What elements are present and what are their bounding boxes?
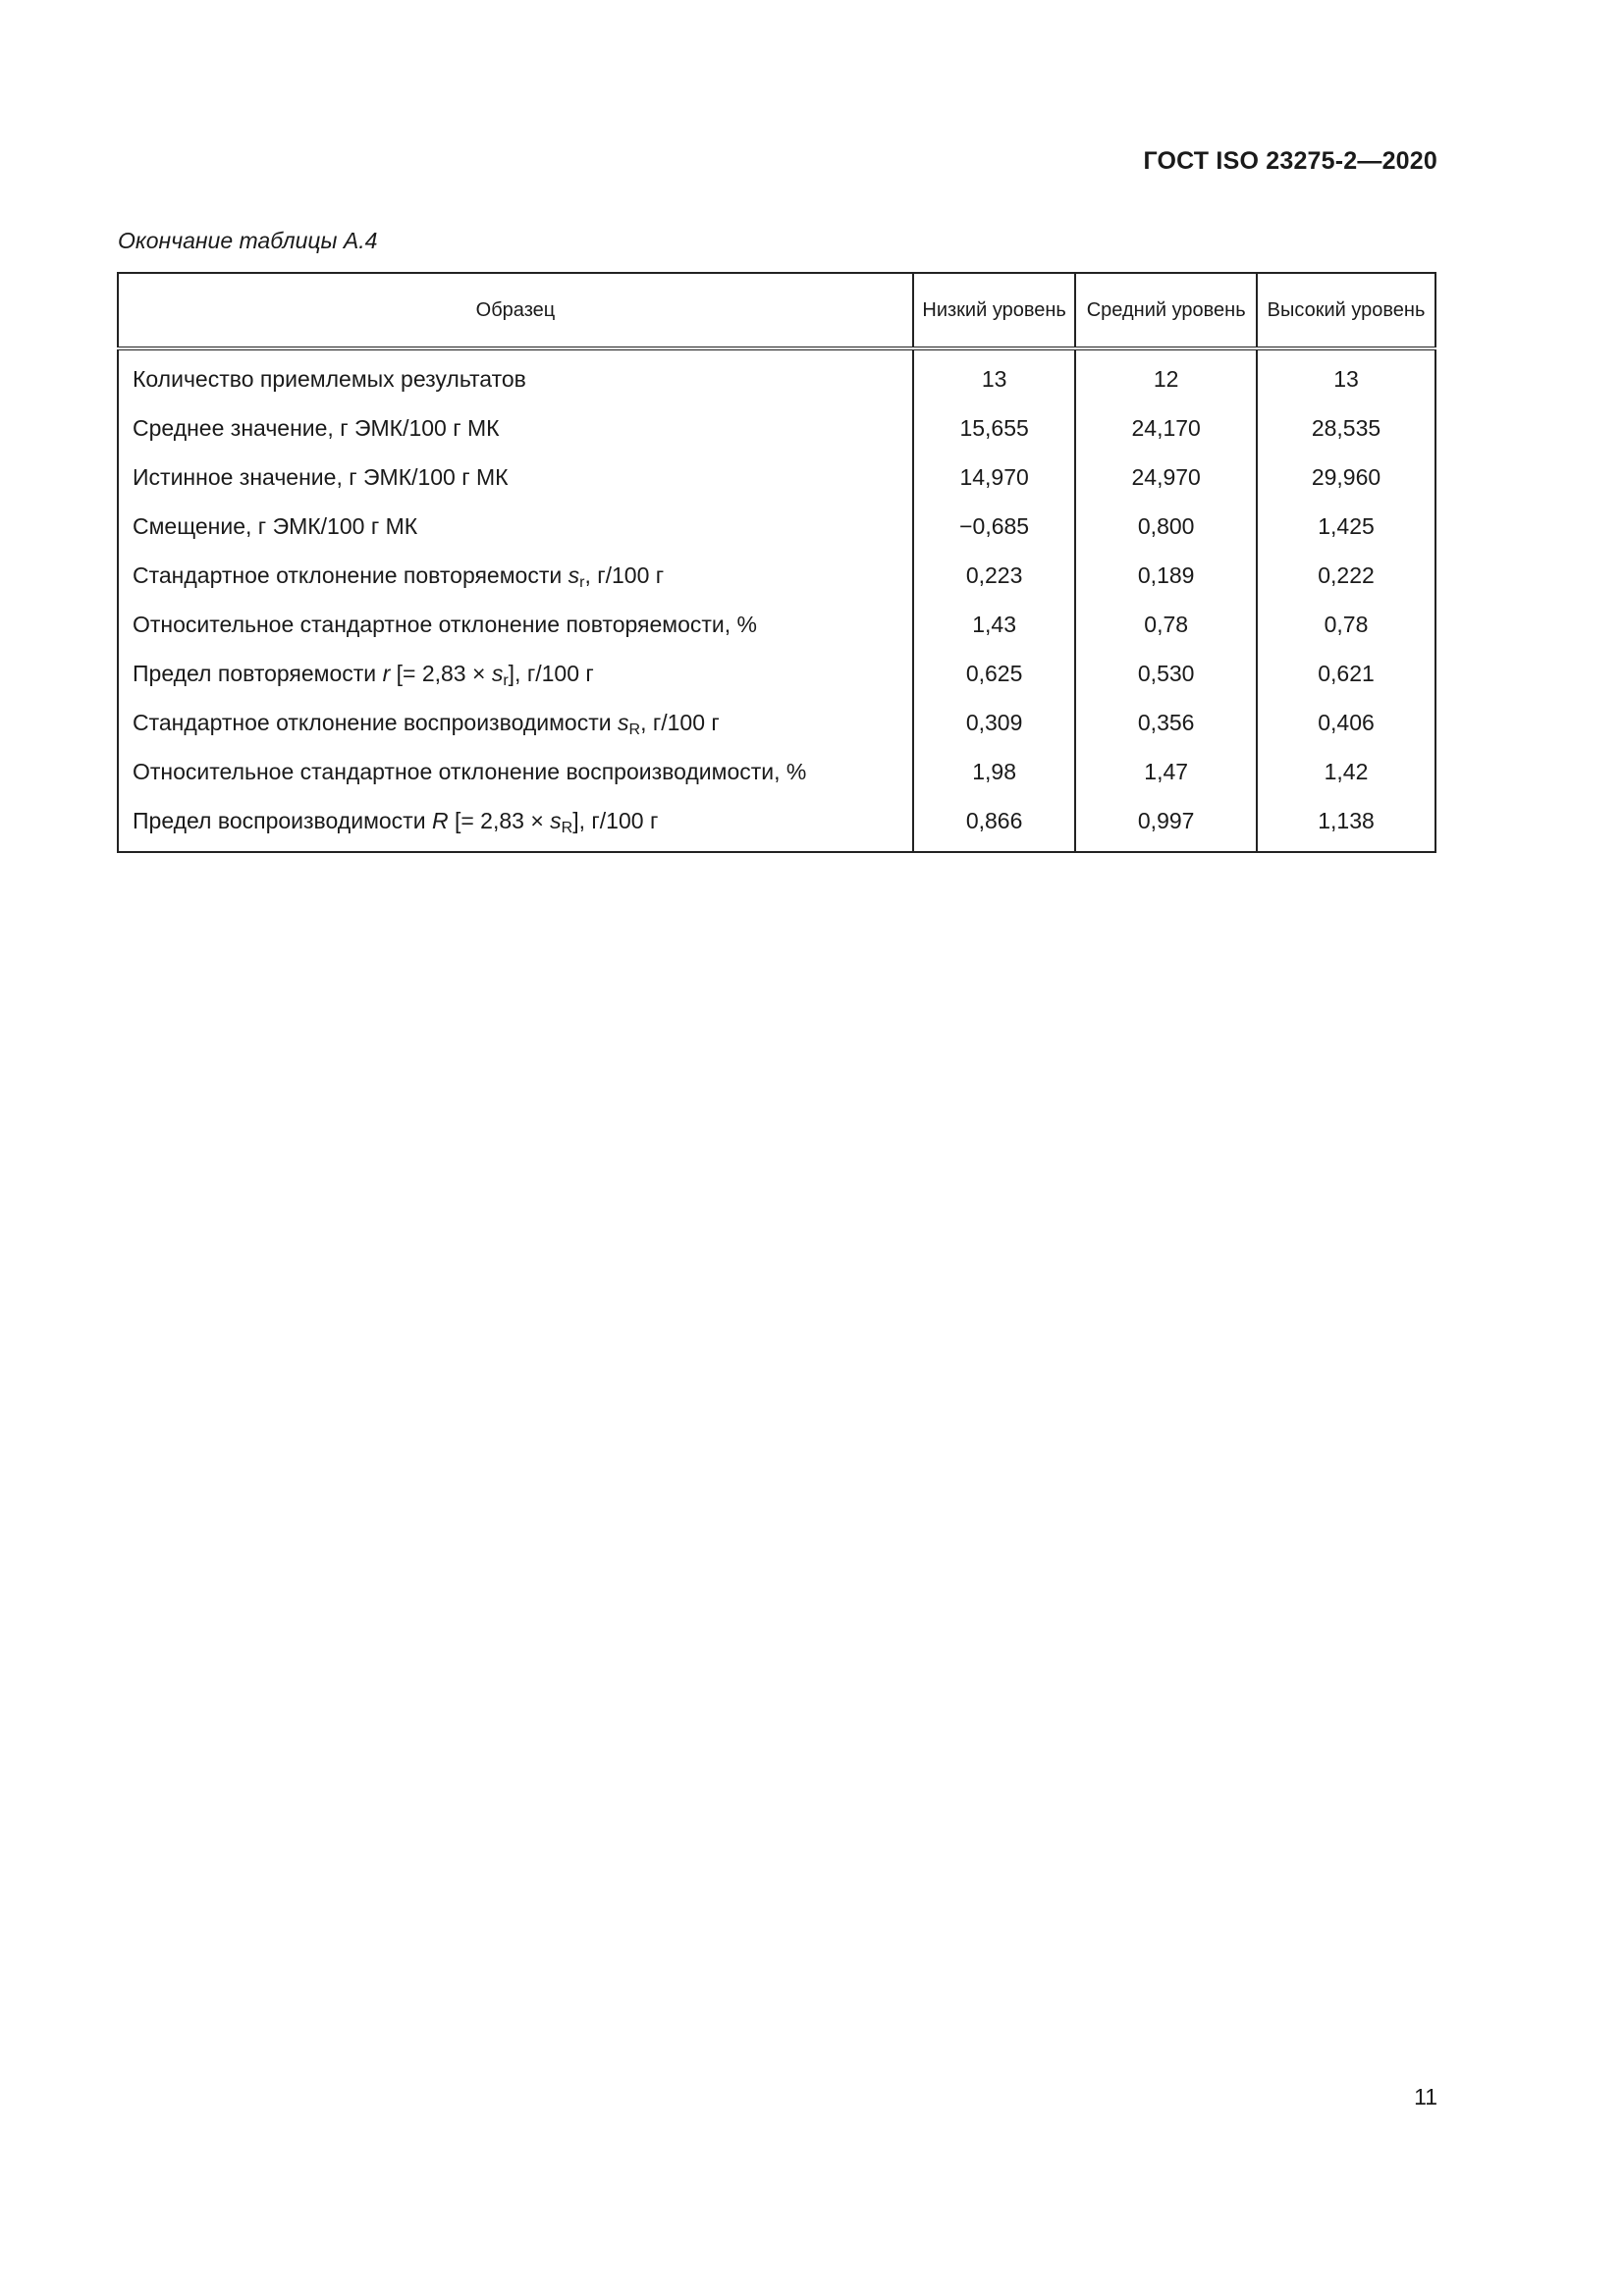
table-row (118, 796, 1435, 852)
table-row (118, 698, 1435, 747)
page-number: 11 (1414, 2084, 1437, 2109)
cell-low-level: 0,625 (913, 649, 1075, 698)
row-label: Относительное стандартное отклонение воспроизводимости, % (133, 758, 807, 784)
cell-high-level: 28,535 (1257, 403, 1435, 453)
cell-medium-level: 0,800 (1075, 502, 1257, 551)
row-label: Среднее значение, г ЭМК/100 г МК (133, 414, 500, 441)
cell-low-level: 1,43 (913, 600, 1075, 649)
cell-medium-level: 0,997 (1075, 796, 1257, 852)
table-header-row (118, 273, 1435, 348)
row-label: Предел повторяемости r [= $2,83 \times s_r$], г/100 г (133, 660, 594, 689)
cell-medium-level: 1,47 (1075, 747, 1257, 796)
cell-high-level: 13 (1257, 348, 1435, 403)
cell-medium-level: 24,170 (1075, 403, 1257, 453)
cell-high-level: 1,42 (1257, 747, 1435, 796)
cell-high-level: 0,78 (1257, 600, 1435, 649)
table-row (118, 348, 1435, 403)
table-row (118, 453, 1435, 502)
cell-high-level: 0,406 (1257, 698, 1435, 747)
cell-medium-level: 24,970 (1075, 453, 1257, 502)
row-label: Смещение, г ЭМК/100 г МК (133, 512, 418, 539)
table-row (118, 747, 1435, 796)
column-header-medium-level: Средний уровень (1075, 273, 1257, 348)
row-label: Стандартное отклонение повторяемости $s_r$, г/100 г (133, 561, 665, 591)
results-table-container (117, 272, 1436, 853)
table-row (118, 502, 1435, 551)
row-label: Истинное значение, г ЭМК/100 г МК (133, 463, 509, 490)
cell-low-level: 15,655 (913, 403, 1075, 453)
cell-medium-level: 0,530 (1075, 649, 1257, 698)
cell-low-level: 14,970 (913, 453, 1075, 502)
cell-low-level: 0,309 (913, 698, 1075, 747)
cell-low-level: 13 (913, 348, 1075, 403)
cell-low-level: −0,685 (913, 502, 1075, 551)
table-row (118, 649, 1435, 698)
cell-high-level: 0,222 (1257, 551, 1435, 600)
cell-high-level: 29,960 (1257, 453, 1435, 502)
column-header-low-level: Низкий уровень (913, 273, 1075, 348)
row-label: Относительное стандартное отклонение повторяемости, % (133, 611, 757, 637)
table-row (118, 600, 1435, 649)
cell-high-level: 1,425 (1257, 502, 1435, 551)
row-label: Стандартное отклонение воспроизводимости $s_R$, г/100 г (133, 709, 720, 738)
cell-high-level: 1,138 (1257, 796, 1435, 852)
row-label: Предел воспроизводимости R [= $2,83 \times s_R$], г/100 г (133, 807, 659, 836)
table-row (118, 551, 1435, 600)
column-header-sample: Образец (118, 273, 913, 348)
cell-high-level: 0,621 (1257, 649, 1435, 698)
row-label: Количество приемлемых результатов (133, 365, 526, 392)
cell-low-level: 0,223 (913, 551, 1075, 600)
cell-low-level: 1,98 (913, 747, 1075, 796)
results-table (117, 272, 1436, 853)
document-code: ГОСТ ISO 23275-2—2020 (1143, 147, 1437, 175)
table-row (118, 403, 1435, 453)
cell-medium-level: 0,189 (1075, 551, 1257, 600)
cell-medium-level: 0,78 (1075, 600, 1257, 649)
table-caption: Окончание таблицы А.4 (118, 228, 378, 253)
cell-medium-level: 0,356 (1075, 698, 1257, 747)
column-header-high-level: Высокий уровень (1257, 273, 1435, 348)
cell-low-level: 0,866 (913, 796, 1075, 852)
cell-medium-level: 12 (1075, 348, 1257, 403)
